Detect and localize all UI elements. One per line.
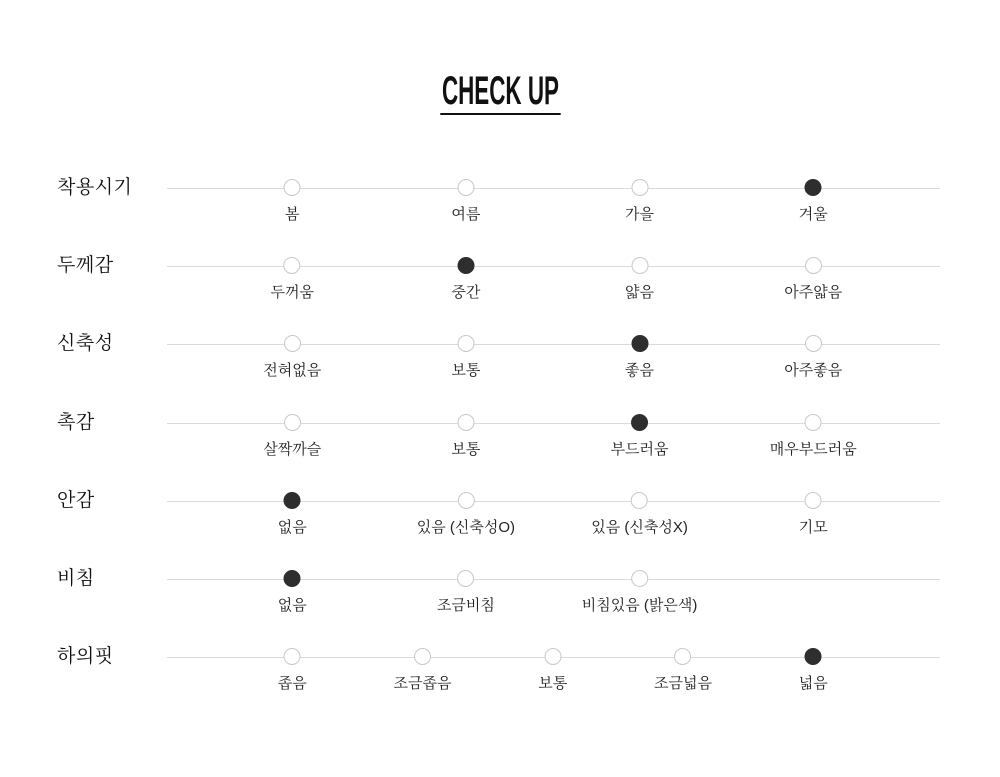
option-label: 넓음: [798, 675, 828, 693]
option-dot-unselected: [631, 257, 648, 274]
attribute-scale: [167, 480, 940, 558]
scale-option: [278, 648, 307, 693]
option-label: 가을: [625, 206, 655, 223]
scale-option: [270, 257, 313, 302]
option-label: 겨울: [798, 206, 828, 223]
scale-option: [625, 257, 654, 302]
option-label: 아주얇음: [784, 284, 843, 302]
attribute-row: [0, 480, 1000, 558]
option-label: 없음: [277, 518, 307, 536]
scale-option: [784, 257, 842, 302]
option-dot-unselected: [631, 179, 648, 196]
option-label: 중간: [451, 284, 481, 302]
option-dot-selected: [284, 492, 301, 509]
option-dot-unselected: [414, 648, 431, 665]
option-dot-unselected: [457, 570, 474, 587]
option-dot-unselected: [805, 335, 822, 352]
option-label: 여름: [451, 206, 481, 223]
scale-option: [437, 570, 495, 615]
option-label: 보통: [451, 362, 481, 380]
attribute-scale: [167, 636, 940, 714]
title-wrap: [0, 69, 1000, 115]
scale-option: [625, 179, 654, 224]
attribute-label: 신축성: [57, 333, 114, 355]
scale-option: [799, 179, 828, 224]
scale-option: [284, 179, 301, 224]
option-dot-unselected: [631, 492, 648, 509]
option-dot-unselected: [805, 414, 822, 431]
option-dot-selected: [284, 570, 301, 587]
option-label: 좋음: [625, 362, 655, 380]
option-label: 매우부드러움: [769, 440, 857, 458]
scale-option: [799, 492, 828, 537]
scale-option: [451, 335, 480, 380]
option-label: 기모: [798, 518, 828, 536]
attribute-label: 착용시기: [57, 177, 133, 198]
attribute-label: 안감: [57, 489, 95, 511]
attribute-row: [0, 323, 1000, 401]
option-dot-unselected: [457, 414, 474, 431]
attribute-label: 촉감: [57, 411, 95, 433]
attribute-label: 비침: [57, 567, 95, 589]
attribute-scale: [167, 167, 940, 245]
attribute-scale: [167, 245, 940, 323]
option-label: 봄: [284, 206, 300, 223]
scale-option: [611, 414, 669, 459]
option-dot-unselected: [284, 179, 301, 196]
option-label: 조금비침: [436, 596, 495, 614]
option-label: 두꺼움: [270, 284, 314, 302]
attribute-row: [0, 245, 1000, 323]
option-dot-unselected: [631, 570, 648, 587]
option-dot-selected: [805, 648, 822, 665]
option-label: 전혀없음: [263, 362, 322, 380]
option-label: 아주좋음: [784, 362, 843, 380]
scale-option: [451, 257, 480, 302]
option-label: 조금좁음: [393, 675, 452, 693]
scale-option: [625, 335, 654, 380]
option-dot-unselected: [457, 179, 474, 196]
option-dot-unselected: [284, 257, 301, 274]
option-dot-unselected: [284, 648, 301, 665]
option-label: 조금넓음: [653, 675, 712, 693]
option-dot-unselected: [544, 648, 561, 665]
scale-option: [451, 414, 480, 459]
scale-option: [278, 492, 307, 537]
scale-option: [263, 335, 321, 380]
scale-option: [278, 570, 307, 615]
attribute-scale: [167, 558, 940, 636]
scale-option: [393, 648, 451, 693]
attribute-scale: [167, 323, 940, 401]
scale-option: [582, 570, 698, 615]
option-label: 부드러움: [610, 440, 669, 458]
attribute-row: [0, 167, 1000, 245]
option-dot-selected: [457, 257, 474, 274]
scale-option: [784, 335, 842, 380]
option-label: 좁음: [277, 675, 307, 693]
option-label: 보통: [451, 440, 481, 458]
option-label: 없음: [277, 596, 307, 614]
option-dot-unselected: [284, 335, 301, 352]
scale-option: [770, 414, 857, 459]
scale-option: [451, 179, 480, 224]
option-dot-unselected: [805, 492, 822, 509]
attribute-row: [0, 558, 1000, 636]
scale-option: [799, 648, 828, 693]
option-dot-selected: [631, 335, 648, 352]
scale-option: [263, 414, 321, 459]
option-dot-unselected: [457, 492, 474, 509]
option-dot-unselected: [805, 257, 822, 274]
option-dot-unselected: [284, 414, 301, 431]
option-label: 얇음: [625, 284, 655, 302]
scale-option: [417, 492, 515, 537]
page-title: CHECK UP: [441, 69, 559, 113]
attribute-row: [0, 402, 1000, 480]
option-label: 보통: [538, 675, 568, 693]
option-label: 비침있음 (밝은색): [581, 596, 698, 614]
scale-option: [591, 492, 688, 537]
attribute-label: 하의핏: [57, 646, 114, 668]
option-label: 살짝까슬: [263, 440, 322, 458]
option-label: 있음 (신축성X): [591, 518, 688, 536]
attribute-row: [0, 636, 1000, 714]
scale-option: [654, 648, 712, 693]
attribute-label: 두께감: [57, 255, 114, 277]
option-dot-unselected: [457, 335, 474, 352]
scale-option: [538, 648, 567, 693]
option-dot-selected: [805, 179, 822, 196]
option-label: 있음 (신축성O): [416, 518, 516, 536]
option-dot-selected: [631, 414, 648, 431]
attribute-scale: [167, 402, 940, 480]
option-dot-unselected: [674, 648, 691, 665]
